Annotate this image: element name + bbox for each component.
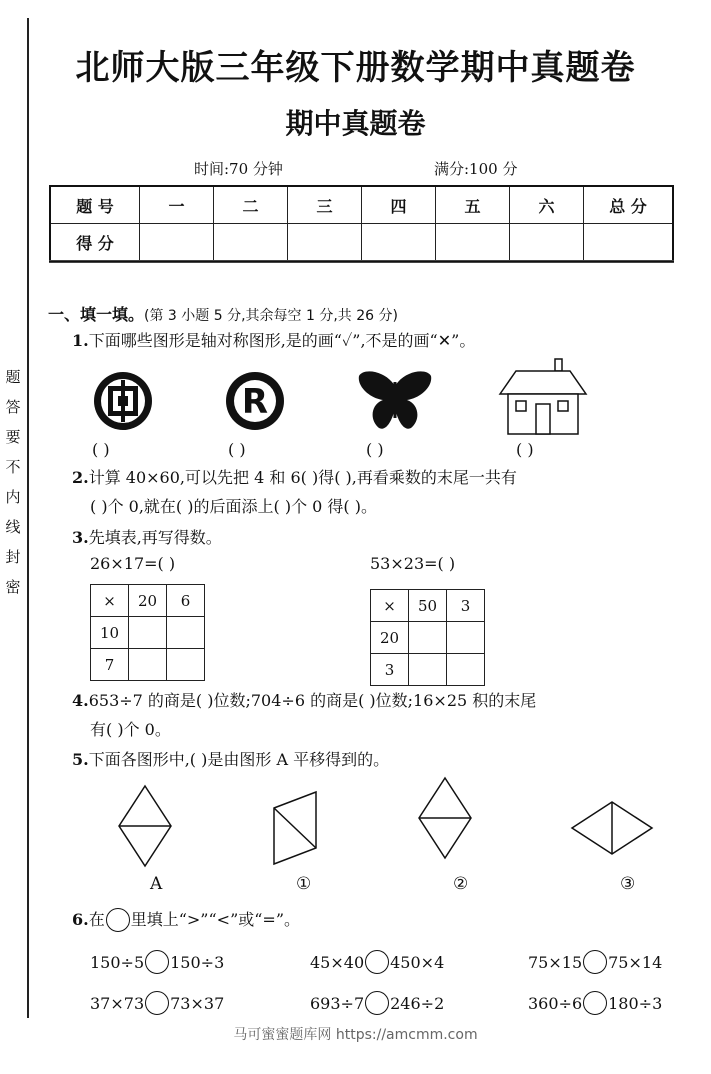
score-cell[interactable] — [584, 224, 674, 262]
shape-label: ② — [453, 874, 469, 894]
shape-label: ① — [296, 874, 312, 894]
compare-circle[interactable] — [365, 950, 389, 974]
score-header-cell: 三 — [288, 186, 362, 224]
expr-right: 180÷3 — [608, 993, 663, 1013]
question-text: 里填上“>”“<”或“=”。 — [130, 910, 301, 929]
score-cell[interactable] — [510, 224, 584, 262]
compare-circle[interactable] — [145, 950, 169, 974]
binding-char: 不 — [5, 458, 21, 476]
question-5 — [72, 749, 389, 771]
question-number: 5. — [72, 750, 89, 769]
rotated-shape-1 — [270, 790, 320, 866]
comparison-item — [90, 950, 224, 974]
comparison-item — [528, 991, 662, 1015]
score-row-label: 得 分 — [50, 224, 140, 262]
svg-text:R: R — [241, 382, 269, 422]
binding-char: 要 — [5, 428, 21, 446]
answer-blank[interactable]: ( ) — [228, 440, 246, 459]
expr-right: 450×4 — [390, 952, 445, 972]
question-6 — [72, 908, 300, 932]
section-heading — [48, 302, 398, 325]
answer-blank[interactable]: ( ) — [366, 440, 384, 459]
binding-notice — [4, 362, 22, 602]
comparison-item — [90, 991, 224, 1015]
binding-char: 密 — [5, 578, 21, 596]
score-header-cell: 一 — [140, 186, 214, 224]
grid-row-label: 7 — [91, 649, 129, 681]
question-3 — [72, 527, 222, 549]
question-number: 4. — [72, 691, 89, 710]
rhombus-shape-3 — [570, 800, 656, 856]
grid-cell[interactable] — [129, 617, 167, 649]
multiplication-grid-b — [370, 589, 485, 686]
grid-header: × — [91, 585, 129, 617]
score-table-row — [50, 224, 673, 262]
question-text: 下面哪些图形是轴对称图形,是的画“✓”,不是的画“✕”。 — [88, 331, 476, 350]
page-title: 北师大版三年级下册数学期中真题卷 — [75, 48, 636, 88]
binding-char: 题 — [5, 368, 21, 386]
expr-right: 150÷3 — [170, 952, 225, 972]
compare-circle[interactable] — [365, 991, 389, 1015]
rhombus-shape-a — [116, 784, 174, 868]
score-header-cell: 题 号 — [50, 186, 140, 224]
comparison-item — [528, 950, 662, 974]
compare-circle[interactable] — [145, 991, 169, 1015]
binding-char: 内 — [5, 488, 21, 506]
score-cell[interactable] — [214, 224, 288, 262]
grid-cell[interactable] — [129, 649, 167, 681]
expr-left: 37×73 — [90, 993, 145, 1013]
multiplication-expression: 26×17=( ) — [90, 554, 176, 573]
bank-logo-icon — [90, 370, 160, 432]
score-cell[interactable] — [288, 224, 362, 262]
score-cell[interactable] — [362, 224, 436, 262]
question-text: 下面各图形中,( )是由图形 A 平移得到的。 — [88, 750, 390, 769]
grid-cell[interactable] — [409, 622, 447, 654]
grid-cell[interactable] — [167, 649, 205, 681]
question-text: 在 — [88, 910, 105, 929]
question-text: 先填表,再写得数。 — [88, 528, 222, 547]
exam-full-score: 满分:100 分 — [434, 160, 518, 178]
answer-blank[interactable]: ( ) — [516, 440, 534, 459]
question-number: 3. — [72, 528, 89, 547]
score-header-cell: 六 — [510, 186, 584, 224]
question-text: 653÷7 的商是( )位数;704÷6 的商是( )位数;16×25 积的末尾 — [88, 691, 537, 710]
score-header-cell: 总 分 — [584, 186, 674, 224]
question-number: 1. — [72, 331, 89, 350]
binding-char: 线 — [5, 518, 21, 536]
house-icon — [496, 356, 590, 436]
multiplication-expression: 53×23=( ) — [370, 554, 456, 573]
shape-label: A — [150, 874, 163, 894]
score-cell[interactable] — [140, 224, 214, 262]
score-table — [49, 185, 674, 262]
multiplication-grid-a — [90, 584, 205, 681]
grid-row-label: 3 — [371, 654, 409, 686]
question-text: 计算 40×60,可以先把 4 和 6( )得( ),再看乘数的末尾一共有 — [88, 468, 517, 487]
binding-char: 封 — [5, 548, 21, 566]
grid-row-label: 10 — [91, 617, 129, 649]
question-2 — [72, 467, 517, 489]
divider — [49, 260, 674, 263]
question-4-line2: 有( )个 0。 — [90, 720, 171, 739]
expr-left: 360÷6 — [528, 993, 583, 1013]
expr-right: 73×37 — [170, 993, 225, 1013]
grid-cell[interactable] — [409, 654, 447, 686]
registered-trademark-icon — [220, 370, 290, 432]
watermark-footer: 马可蜜蜜题库网 https://amcmm.com — [233, 1027, 478, 1043]
comparison-item — [310, 950, 444, 974]
expr-left: 45×40 — [310, 952, 365, 972]
shape-label: ③ — [620, 874, 636, 894]
grid-header: 50 — [409, 590, 447, 622]
question-number: 2. — [72, 468, 89, 487]
compare-circle[interactable] — [583, 950, 607, 974]
score-table-header — [50, 186, 673, 224]
page-subtitle: 期中真题卷 — [285, 107, 426, 140]
score-header-cell: 二 — [214, 186, 288, 224]
score-cell[interactable] — [436, 224, 510, 262]
expr-right: 246÷2 — [390, 993, 445, 1013]
section-title: 一、填一填。 — [48, 305, 145, 324]
answer-blank[interactable]: ( ) — [92, 440, 110, 459]
expr-right: 75×14 — [608, 952, 663, 972]
score-header-cell: 五 — [436, 186, 510, 224]
comparison-item — [310, 991, 444, 1015]
grid-cell[interactable] — [167, 617, 205, 649]
butterfly-icon — [355, 368, 435, 434]
score-header-cell: 四 — [362, 186, 436, 224]
rhombus-shape-2 — [416, 776, 474, 860]
question-number: 6. — [72, 910, 89, 929]
expr-left: 150÷5 — [90, 952, 145, 972]
grid-header: 3 — [447, 590, 485, 622]
grid-cell[interactable] — [447, 654, 485, 686]
expr-left: 75×15 — [528, 952, 583, 972]
binding-line — [27, 18, 29, 1018]
grid-row-label: 20 — [371, 622, 409, 654]
exam-time: 时间:70 分钟 — [194, 160, 283, 178]
question-2-line2: ( )个 0,就在( )的后面添上( )个 0 得( )。 — [90, 497, 377, 516]
grid-header: 6 — [167, 585, 205, 617]
section-note: (第 3 小题 5 分,其余每空 1 分,共 26 分) — [144, 308, 398, 324]
expr-left: 693÷7 — [310, 993, 365, 1013]
binding-char: 答 — [5, 398, 21, 416]
question-1 — [72, 330, 475, 352]
grid-header: 20 — [129, 585, 167, 617]
compare-circle-icon — [106, 908, 130, 932]
question-4 — [72, 690, 536, 712]
compare-circle[interactable] — [583, 991, 607, 1015]
grid-header: × — [371, 590, 409, 622]
grid-cell[interactable] — [447, 622, 485, 654]
